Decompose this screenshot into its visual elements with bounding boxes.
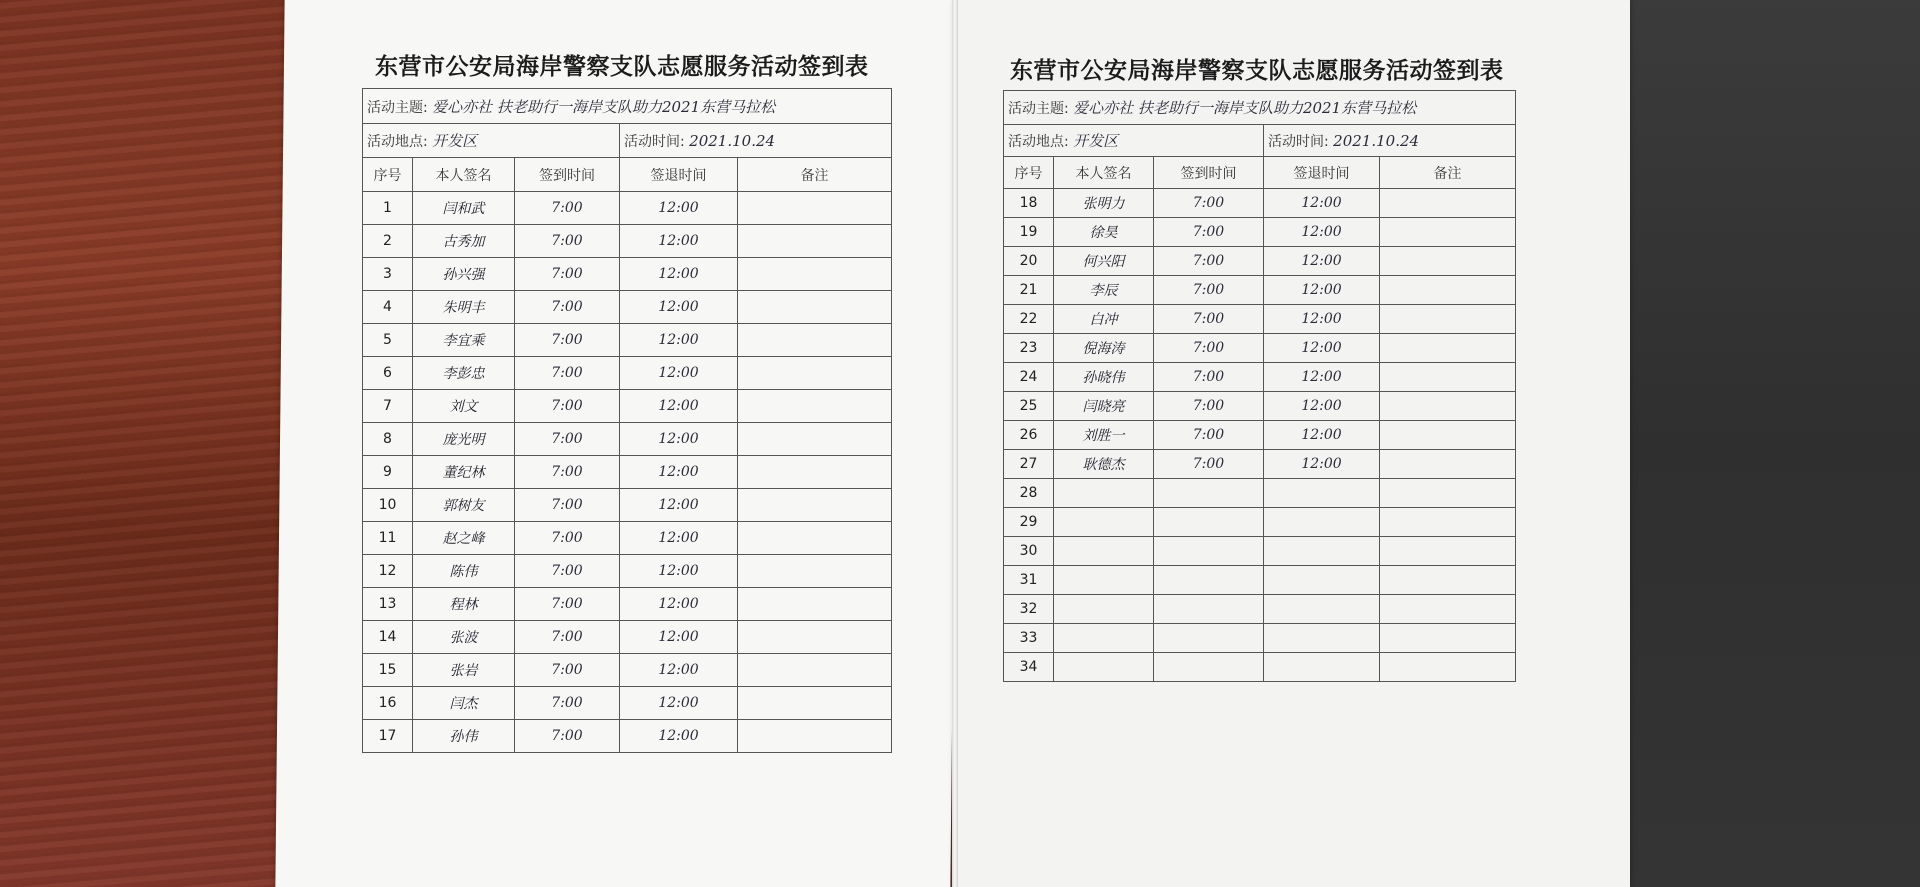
row-signature	[1054, 653, 1154, 682]
row-signature: 闫杰	[413, 687, 515, 720]
table-row	[1004, 392, 1516, 421]
row-number: 28	[1004, 479, 1054, 508]
row-checkout-time	[1264, 624, 1380, 653]
row-checkin-time: 7:00	[515, 489, 620, 522]
theme-label: 活动主题:	[1008, 101, 1069, 117]
row-signature: 刘文	[413, 390, 515, 423]
row-checkout-time: 12:00	[620, 324, 738, 357]
table-row	[1004, 624, 1516, 653]
row-number: 18	[1004, 189, 1054, 218]
row-checkout-time: 12:00	[620, 390, 738, 423]
row-signature: 张岩	[413, 654, 515, 687]
row-remarks	[1380, 653, 1516, 682]
time-label: 活动时间:	[1268, 133, 1329, 150]
location-value: 开发区	[1073, 132, 1119, 150]
location-label: 活动地点:	[1008, 134, 1069, 150]
row-checkin-time: 7:00	[515, 423, 620, 456]
col-header-checkin: 签到时间	[1154, 157, 1264, 189]
row-number: 5	[363, 324, 413, 357]
row-number: 9	[363, 456, 413, 489]
table-row	[1004, 363, 1516, 392]
row-checkout-time: 12:00	[1264, 392, 1380, 421]
row-remarks	[1380, 566, 1516, 595]
row-signature: 孙晓伟	[1054, 363, 1154, 392]
row-signature: 白冲	[1054, 305, 1154, 334]
row-signature: 赵之峰	[413, 522, 515, 555]
row-signature: 闫晓亮	[1054, 392, 1154, 421]
row-number: 32	[1004, 595, 1054, 624]
location-time-row	[363, 124, 892, 158]
table-row	[363, 720, 892, 753]
location-label: 活动地点:	[367, 134, 428, 150]
table-row	[363, 225, 892, 258]
row-remarks	[738, 456, 892, 489]
row-checkout-time: 12:00	[620, 555, 738, 588]
row-signature: 李宜乘	[413, 324, 515, 357]
row-checkout-time: 12:00	[620, 357, 738, 390]
row-checkin-time: 7:00	[1154, 247, 1264, 276]
row-remarks	[1380, 276, 1516, 305]
row-number: 33	[1004, 624, 1054, 653]
table-row	[1004, 189, 1516, 218]
row-remarks	[738, 291, 892, 324]
row-checkout-time: 12:00	[1264, 189, 1380, 218]
row-checkin-time: 7:00	[515, 687, 620, 720]
row-number: 31	[1004, 566, 1054, 595]
row-number: 25	[1004, 392, 1054, 421]
table-row	[363, 423, 892, 456]
row-number: 8	[363, 423, 413, 456]
row-remarks	[738, 720, 892, 753]
table-row	[1004, 421, 1516, 450]
left-table-body	[363, 192, 892, 753]
col-header-no: 序号	[363, 158, 413, 192]
row-checkin-time: 7:00	[515, 225, 620, 258]
theme-value: 爱心亦社 扶老助行一海岸支队助力2021东营马拉松	[1073, 99, 1417, 117]
row-remarks	[1380, 595, 1516, 624]
row-checkin-time: 7:00	[1154, 450, 1264, 479]
table-row	[363, 654, 892, 687]
table-row	[363, 456, 892, 489]
row-signature: 孙伟	[413, 720, 515, 753]
row-remarks	[1380, 392, 1516, 421]
row-signature: 李辰	[1054, 276, 1154, 305]
row-number: 17	[363, 720, 413, 753]
row-remarks	[1380, 421, 1516, 450]
row-number: 16	[363, 687, 413, 720]
column-header-row	[363, 158, 892, 192]
row-remarks	[1380, 247, 1516, 276]
row-checkout-time: 12:00	[1264, 421, 1380, 450]
row-checkout-time	[1264, 479, 1380, 508]
table-row	[363, 555, 892, 588]
time-value: 2021.10.24	[689, 131, 776, 150]
row-signature: 闫和武	[413, 192, 515, 225]
row-signature: 古秀加	[413, 225, 515, 258]
table-row	[363, 522, 892, 555]
table-row	[363, 192, 892, 225]
row-remarks	[1380, 508, 1516, 537]
right-sheet-title: 东营市公安局海岸警察支队志愿服务活动签到表	[1010, 57, 1504, 84]
table-row	[363, 621, 892, 654]
row-remarks	[1380, 363, 1516, 392]
row-signature: 郭树友	[413, 489, 515, 522]
row-checkout-time: 12:00	[620, 192, 738, 225]
row-checkout-time: 12:00	[620, 720, 738, 753]
table-row	[363, 258, 892, 291]
time-value: 2021.10.24	[1333, 131, 1420, 150]
row-signature	[1054, 624, 1154, 653]
row-remarks	[738, 555, 892, 588]
table-row	[363, 489, 892, 522]
row-number: 26	[1004, 421, 1054, 450]
row-number: 29	[1004, 508, 1054, 537]
column-header-row	[1004, 157, 1516, 189]
row-signature: 张波	[413, 621, 515, 654]
row-number: 23	[1004, 334, 1054, 363]
row-number: 7	[363, 390, 413, 423]
row-signature: 孙兴强	[413, 258, 515, 291]
table-row	[1004, 276, 1516, 305]
row-number: 12	[363, 555, 413, 588]
row-number: 3	[363, 258, 413, 291]
row-signature: 倪海涛	[1054, 334, 1154, 363]
row-signature	[1054, 566, 1154, 595]
table-row	[1004, 595, 1516, 624]
row-checkin-time: 7:00	[515, 291, 620, 324]
row-checkout-time: 12:00	[620, 423, 738, 456]
row-checkout-time: 12:00	[1264, 363, 1380, 392]
row-signature	[1054, 508, 1154, 537]
row-checkout-time: 12:00	[1264, 276, 1380, 305]
row-checkout-time: 12:00	[620, 522, 738, 555]
row-checkout-time: 12:00	[620, 456, 738, 489]
row-number: 24	[1004, 363, 1054, 392]
table-row	[1004, 450, 1516, 479]
row-checkin-time: 7:00	[515, 555, 620, 588]
theme-value: 爱心亦社 扶老助行一海岸支队助力2021东营马拉松	[432, 97, 776, 116]
col-header-remarks: 备注	[738, 158, 892, 192]
row-checkin-time: 7:00	[515, 324, 620, 357]
left-sheet-title: 东营市公安局海岸警察支队志愿服务活动签到表	[375, 53, 869, 80]
row-checkout-time	[1264, 595, 1380, 624]
row-checkout-time: 12:00	[620, 291, 738, 324]
row-signature: 徐昊	[1054, 218, 1154, 247]
row-remarks	[738, 489, 892, 522]
row-checkout-time: 12:00	[620, 687, 738, 720]
row-remarks	[1380, 218, 1516, 247]
table-row	[363, 390, 892, 423]
row-checkout-time	[1264, 508, 1380, 537]
row-signature: 庞光明	[413, 423, 515, 456]
row-remarks	[1380, 305, 1516, 334]
row-checkin-time: 7:00	[1154, 392, 1264, 421]
row-number: 13	[363, 588, 413, 621]
table-row	[1004, 479, 1516, 508]
row-remarks	[738, 423, 892, 456]
row-checkout-time	[1264, 566, 1380, 595]
row-checkin-time: 7:00	[1154, 218, 1264, 247]
row-remarks	[738, 522, 892, 555]
row-number: 11	[363, 522, 413, 555]
row-checkin-time	[1154, 479, 1264, 508]
row-remarks	[1380, 479, 1516, 508]
row-remarks	[738, 225, 892, 258]
row-remarks	[738, 390, 892, 423]
row-signature: 陈伟	[413, 555, 515, 588]
row-remarks	[1380, 537, 1516, 566]
row-number: 22	[1004, 305, 1054, 334]
table-row	[363, 357, 892, 390]
row-checkout-time: 12:00	[620, 489, 738, 522]
row-checkout-time: 12:00	[620, 654, 738, 687]
row-signature: 李彭忠	[413, 357, 515, 390]
row-checkin-time	[1154, 653, 1264, 682]
row-checkin-time: 7:00	[515, 192, 620, 225]
col-header-checkout: 签退时间	[620, 158, 738, 192]
row-checkin-time	[1154, 624, 1264, 653]
row-signature: 张明力	[1054, 189, 1154, 218]
row-checkin-time: 7:00	[1154, 421, 1264, 450]
row-signature: 董纪林	[413, 456, 515, 489]
row-checkin-time: 7:00	[515, 258, 620, 291]
row-remarks	[738, 324, 892, 357]
row-checkout-time: 12:00	[620, 258, 738, 291]
col-header-no: 序号	[1004, 157, 1054, 189]
row-signature: 耿德杰	[1054, 450, 1154, 479]
row-checkin-time: 7:00	[515, 588, 620, 621]
table-row	[1004, 653, 1516, 682]
table-row	[363, 291, 892, 324]
row-signature	[1054, 595, 1154, 624]
row-remarks	[738, 654, 892, 687]
theme-label: 活动主题:	[367, 99, 428, 116]
right-signin-table	[1003, 90, 1516, 682]
paper-fold	[952, 0, 958, 887]
col-header-signature: 本人签名	[1054, 157, 1154, 189]
row-number: 15	[363, 654, 413, 687]
row-remarks	[738, 588, 892, 621]
theme-row	[1004, 91, 1516, 125]
row-remarks	[1380, 624, 1516, 653]
row-checkin-time	[1154, 508, 1264, 537]
theme-row	[363, 89, 892, 124]
row-number: 30	[1004, 537, 1054, 566]
row-number: 14	[363, 621, 413, 654]
dark-surface-background	[1580, 0, 1920, 887]
row-remarks	[1380, 189, 1516, 218]
table-row	[1004, 537, 1516, 566]
row-remarks	[738, 621, 892, 654]
row-signature	[1054, 537, 1154, 566]
left-signin-table	[362, 88, 892, 753]
row-checkin-time: 7:00	[1154, 363, 1264, 392]
row-checkout-time: 12:00	[620, 225, 738, 258]
row-checkout-time	[1264, 653, 1380, 682]
row-signature: 程林	[413, 588, 515, 621]
col-header-checkin: 签到时间	[515, 158, 620, 192]
row-number: 34	[1004, 653, 1054, 682]
row-checkout-time: 12:00	[1264, 218, 1380, 247]
row-number: 2	[363, 225, 413, 258]
row-number: 19	[1004, 218, 1054, 247]
row-remarks	[1380, 334, 1516, 363]
col-header-signature: 本人签名	[413, 158, 515, 192]
col-header-remarks: 备注	[1380, 157, 1516, 189]
row-signature: 刘胜一	[1054, 421, 1154, 450]
row-checkin-time: 7:00	[515, 456, 620, 489]
row-number: 6	[363, 357, 413, 390]
row-checkin-time	[1154, 595, 1264, 624]
table-row	[1004, 334, 1516, 363]
time-label: 活动时间:	[624, 133, 685, 150]
table-row	[1004, 566, 1516, 595]
row-checkin-time: 7:00	[1154, 334, 1264, 363]
row-number: 10	[363, 489, 413, 522]
row-checkin-time: 7:00	[515, 522, 620, 555]
row-checkout-time: 12:00	[620, 588, 738, 621]
location-value: 开发区	[432, 132, 478, 150]
row-checkout-time: 12:00	[1264, 334, 1380, 363]
row-checkin-time: 7:00	[1154, 305, 1264, 334]
row-signature: 何兴阳	[1054, 247, 1154, 276]
row-checkin-time: 7:00	[515, 357, 620, 390]
location-time-row	[1004, 125, 1516, 157]
row-checkin-time	[1154, 566, 1264, 595]
row-number: 1	[363, 192, 413, 225]
row-checkin-time: 7:00	[515, 720, 620, 753]
row-remarks	[1380, 450, 1516, 479]
row-number: 27	[1004, 450, 1054, 479]
row-remarks	[738, 687, 892, 720]
table-row	[1004, 218, 1516, 247]
table-row	[1004, 508, 1516, 537]
wooden-table-background	[0, 0, 300, 887]
row-checkin-time: 7:00	[515, 654, 620, 687]
row-checkin-time: 7:00	[1154, 189, 1264, 218]
right-table-body	[1004, 189, 1516, 682]
col-header-checkout: 签退时间	[1264, 157, 1380, 189]
row-checkin-time: 7:00	[1154, 276, 1264, 305]
row-checkin-time: 7:00	[515, 390, 620, 423]
table-row	[1004, 305, 1516, 334]
table-row	[363, 687, 892, 720]
row-checkout-time: 12:00	[1264, 450, 1380, 479]
table-row	[363, 588, 892, 621]
row-remarks	[738, 192, 892, 225]
row-number: 20	[1004, 247, 1054, 276]
row-checkin-time	[1154, 537, 1264, 566]
row-signature	[1054, 479, 1154, 508]
table-row	[1004, 247, 1516, 276]
row-checkin-time: 7:00	[515, 621, 620, 654]
row-remarks	[738, 357, 892, 390]
row-checkout-time	[1264, 537, 1380, 566]
table-row	[363, 324, 892, 357]
row-number: 21	[1004, 276, 1054, 305]
row-remarks	[738, 258, 892, 291]
row-checkout-time: 12:00	[1264, 305, 1380, 334]
row-number: 4	[363, 291, 413, 324]
row-checkout-time: 12:00	[620, 621, 738, 654]
row-signature: 朱明丰	[413, 291, 515, 324]
row-checkout-time: 12:00	[1264, 247, 1380, 276]
